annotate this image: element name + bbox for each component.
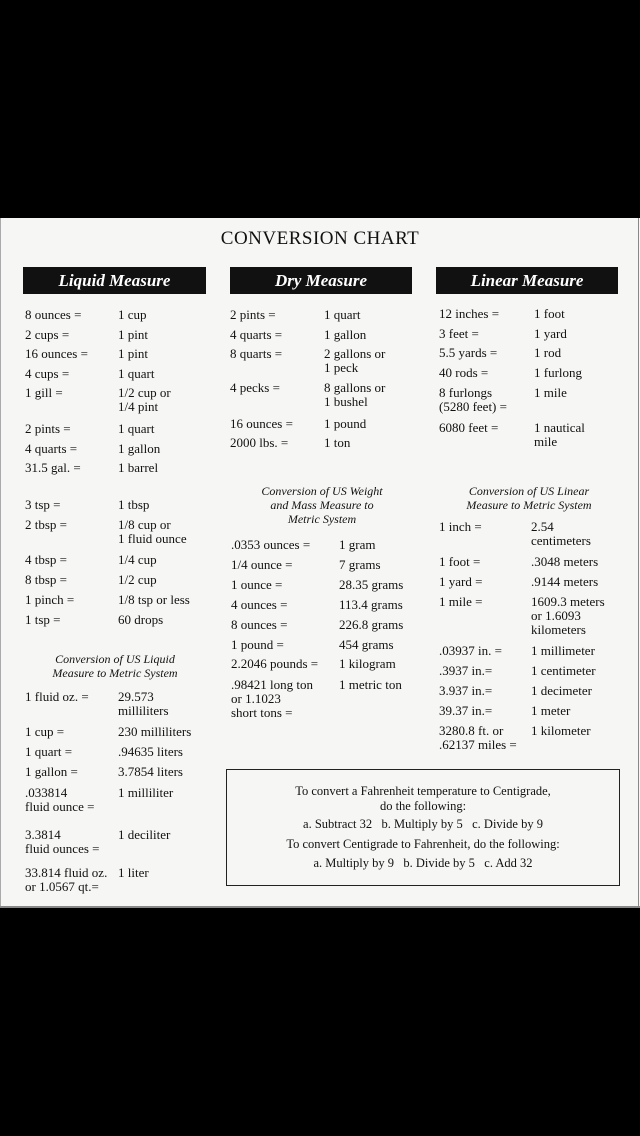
linear-row-1-left: 12 inches = <box>439 306 500 321</box>
liquid-row-13-left: 1 pinch = <box>25 592 75 607</box>
liquid-measure-header: Liquid Measure <box>23 267 206 294</box>
linear-row-4-left: 40 rods = <box>439 365 489 380</box>
liquid-metric-title: Conversion of US Liquid Measure to Metric System <box>52 652 178 680</box>
liquid-row-11-right: 1/4 cup <box>118 552 157 567</box>
weight-row-5-right: 226.8 grams <box>339 617 404 632</box>
linear-row-3-left: 5.5 yards = <box>439 345 498 360</box>
dry-row-2-left: 4 quarts = <box>230 327 283 342</box>
liquid-row-2-right: 1 pint <box>118 327 148 342</box>
temperature-box <box>226 769 620 886</box>
liquid-row-4-left: 4 cups = <box>25 366 70 381</box>
linear-row-6-right: 1 nautical mile <box>534 420 585 449</box>
conversion-chart <box>0 218 640 908</box>
linear-metric-row-3-right: .9144 meters <box>531 574 599 589</box>
linear-metric-row-1-right: 2.54 centimeters <box>531 519 591 548</box>
liquid-row-7-left: 4 quarts = <box>25 441 78 456</box>
dry-row-3-left: 8 quarts = <box>230 346 283 361</box>
linear-metric-row-7-left: 3.937 in.= <box>439 683 493 698</box>
linear-metric-row-6-right: 1 centimeter <box>531 663 596 678</box>
c-to-f-steps: a. Multiply by 9 b. Divide by 5 c. Add 32 <box>313 856 533 870</box>
liquid-row-13-right: 1/8 tsp or less <box>118 592 190 607</box>
liquid-row-9-left: 3 tsp = <box>25 497 61 512</box>
weight-row-3-left: 1 ounce = <box>231 577 283 592</box>
liquid-metric-row-5-left: .033814 fluid ounce = <box>25 785 95 814</box>
linear-row-2-left: 3 feet = <box>439 326 479 341</box>
linear-metric-row-8-right: 1 meter <box>531 703 571 718</box>
linear-metric-row-1-left: 1 inch = <box>439 519 482 534</box>
f-to-c-text: To convert a Fahrenheit temperature to Centigrade, do the following: <box>295 784 551 813</box>
linear-row-2-right: 1 yard <box>534 326 567 341</box>
liquid-row-11-left: 4 tbsp = <box>25 552 68 567</box>
weight-row-2-right: 7 grams <box>339 557 381 572</box>
liquid-metric-row-3-left: 1 quart = <box>25 744 73 759</box>
weight-row-3-right: 28.35 grams <box>339 577 404 592</box>
liquid-row-12-left: 8 tbsp = <box>25 572 68 587</box>
f-to-c-steps: a. Subtract 32 b. Multiply by 5 c. Divide by 9 <box>303 817 543 831</box>
liquid-row-3-right: 1 pint <box>118 346 148 361</box>
dry-row-1-left: 2 pints = <box>230 307 276 322</box>
liquid-row-12-right: 1/2 cup <box>118 572 157 587</box>
liquid-metric-row-6-right: 1 deciliter <box>118 827 171 842</box>
weight-row-5-left: 8 ounces = <box>231 617 288 632</box>
liquid-row-1-right: 1 cup <box>118 307 147 322</box>
liquid-row-14-left: 1 tsp = <box>25 612 61 627</box>
liquid-row-6-left: 2 pints = <box>25 421 71 436</box>
weight-row-4-right: 113.4 grams <box>339 597 403 612</box>
linear-row-5-right: 1 mile <box>534 385 567 400</box>
weight-row-2-left: 1/4 ounce = <box>231 557 293 572</box>
liquid-row-7-right: 1 gallon <box>118 441 161 456</box>
liquid-row-4-right: 1 quart <box>118 366 155 381</box>
liquid-row-8-left: 31.5 gal. = <box>25 460 81 475</box>
linear-metric-row-5-left: .03937 in. = <box>439 643 502 658</box>
weight-metric-title: Conversion of US Weight and Mass Measure to Metric System <box>261 484 383 526</box>
liquid-row-14-right: 60 drops <box>118 612 164 627</box>
dry-row-6-left: 2000 lbs. = <box>230 435 289 450</box>
liquid-metric-row-7-right: 1 liter <box>118 865 149 880</box>
liquid-metric-row-4-right: 3.7854 liters <box>118 764 183 779</box>
linear-row-5-left: 8 furlongs (5280 feet) = <box>439 385 507 414</box>
liquid-metric-row-5-right: 1 milliliter <box>118 785 174 800</box>
linear-metric-row-4-left: 1 mile = <box>439 594 483 609</box>
dry-measure-header: Dry Measure <box>230 267 412 294</box>
linear-metric-title: Conversion of US Linear Measure to Metric System <box>466 484 592 512</box>
weight-row-1-left: .0353 ounces = <box>231 537 311 552</box>
liquid-row-10-right: 1/8 cup or 1 fluid ounce <box>118 517 187 546</box>
dry-row-2-right: 1 gallon <box>324 327 367 342</box>
weight-row-4-left: 4 ounces = <box>231 597 288 612</box>
weight-row-7-left: 2.2046 pounds = <box>231 656 319 671</box>
linear-metric-row-3-left: 1 yard = <box>439 574 483 589</box>
dry-row-5-left: 16 ounces = <box>230 416 293 431</box>
liquid-row-3-left: 16 ounces = <box>25 346 88 361</box>
weight-row-7-right: 1 kilogram <box>339 656 396 671</box>
dry-row-6-right: 1 ton <box>324 435 351 450</box>
liquid-metric-row-1-left: 1 fluid oz. = <box>25 689 89 704</box>
linear-metric-row-2-right: .3048 meters <box>531 554 599 569</box>
linear-row-6-left: 6080 feet = <box>439 420 499 435</box>
liquid-metric-row-6-left: 3.3814 fluid ounces = <box>25 827 100 856</box>
liquid-row-1-left: 8 ounces = <box>25 307 82 322</box>
liquid-row-5-right: 1/2 cup or 1/4 pint <box>118 385 171 414</box>
linear-metric-row-7-right: 1 decimeter <box>531 683 592 698</box>
linear-metric-row-9-left: 3280.8 ft. or .62137 miles = <box>439 723 517 752</box>
liquid-row-10-left: 2 tbsp = <box>25 517 68 532</box>
weight-row-1-right: 1 gram <box>339 537 376 552</box>
linear-metric-row-5-right: 1 millimeter <box>531 643 595 658</box>
liquid-metric-row-3-right: .94635 liters <box>118 744 183 759</box>
linear-row-3-right: 1 rod <box>534 345 562 360</box>
dry-row-4-right: 8 gallons or 1 bushel <box>324 380 386 409</box>
linear-measure-header: Linear Measure <box>436 267 618 294</box>
dry-row-1-right: 1 quart <box>324 307 361 322</box>
liquid-metric-row-2-left: 1 cup = <box>25 724 65 739</box>
liquid-metric-row-7-left: 33.814 fluid oz. or 1.0567 qt.= <box>25 865 108 894</box>
chart-title: CONVERSION CHART <box>220 228 420 249</box>
weight-row-8-left: .98421 long ton or 1.1023 short tons = <box>231 677 313 720</box>
weight-row-8-right: 1 metric ton <box>339 677 402 692</box>
liquid-row-9-right: 1 tbsp <box>118 497 150 512</box>
dry-row-3-right: 2 gallons or 1 peck <box>324 346 386 375</box>
weight-row-6-right: 454 grams <box>339 637 394 652</box>
liquid-row-8-right: 1 barrel <box>118 460 159 475</box>
linear-metric-row-4-right: 1609.3 meters or 1.6093 kilometers <box>531 594 605 637</box>
dry-row-5-right: 1 pound <box>324 416 367 431</box>
linear-row-1-right: 1 foot <box>534 306 565 321</box>
dry-row-4-left: 4 pecks = <box>230 380 280 395</box>
liquid-metric-row-4-left: 1 gallon = <box>25 764 78 779</box>
liquid-metric-row-2-right: 230 milliliters <box>118 724 192 739</box>
linear-metric-row-8-left: 39.37 in.= <box>439 703 493 718</box>
liquid-row-2-left: 2 cups = <box>25 327 70 342</box>
linear-metric-row-2-left: 1 foot = <box>439 554 481 569</box>
linear-metric-row-9-right: 1 kilometer <box>531 723 591 738</box>
c-to-f-text: To convert Centigrade to Fahrenheit, do the following: <box>286 837 560 851</box>
linear-row-4-right: 1 furlong <box>534 365 583 380</box>
liquid-row-6-right: 1 quart <box>118 421 155 436</box>
liquid-row-5-left: 1 gill = <box>25 385 63 400</box>
liquid-metric-row-1-right: 29.573 milliliters <box>118 689 169 718</box>
linear-metric-row-6-left: .3937 in.= <box>439 663 493 678</box>
weight-row-6-left: 1 pound = <box>231 637 284 652</box>
